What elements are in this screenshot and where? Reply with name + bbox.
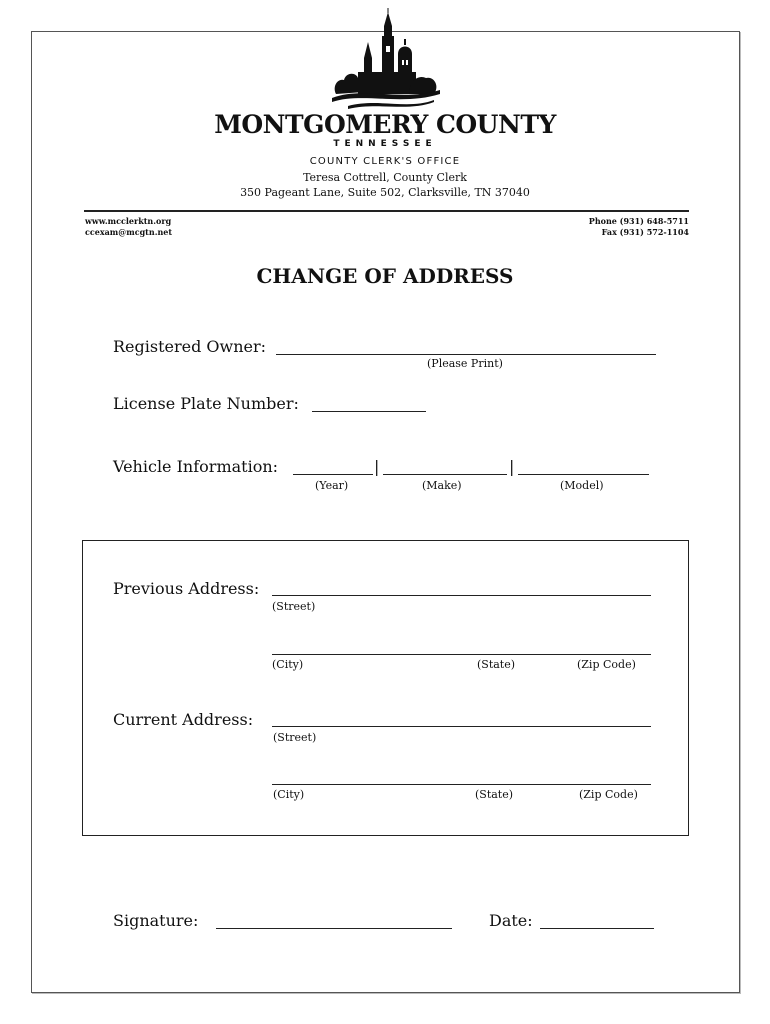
previous-street-field[interactable] (272, 595, 651, 596)
separator: | (509, 457, 515, 476)
fax-number: Fax (931) 572-1104 (601, 227, 689, 237)
year-hint: (Year) (315, 479, 349, 492)
zip-hint: (Zip Code) (579, 788, 638, 801)
signature-label: Signature: (113, 911, 199, 930)
license-plate-field[interactable] (312, 411, 426, 412)
county-name: MONTGOMERY COUNTY (214, 110, 556, 139)
vehicle-info-label: Vehicle Information: (113, 457, 279, 476)
city-hint: (City) (272, 658, 304, 671)
vehicle-model-field[interactable] (518, 474, 649, 475)
vehicle-make-field[interactable] (383, 474, 507, 475)
contact-left (85, 216, 172, 238)
city-hint: (City) (273, 788, 305, 801)
street-hint: (Street) (273, 731, 317, 744)
model-hint: (Model) (560, 479, 604, 492)
registered-owner-label: Registered Owner: (113, 337, 267, 356)
please-print-hint: (Please Print) (427, 357, 503, 370)
courthouse-logo-icon (322, 6, 446, 110)
date-field[interactable] (540, 928, 654, 929)
previous-address-label: Previous Address: (113, 579, 260, 598)
clerk-name: Teresa Cottrell, County Clerk (303, 171, 467, 184)
office-address: 350 Pageant Lane, Suite 502, Clarksville, TN 37040 (240, 186, 530, 199)
date-label: Date: (489, 911, 533, 930)
make-hint: (Make) (422, 479, 462, 492)
form-title: CHANGE OF ADDRESS (256, 264, 514, 288)
signature-field[interactable] (216, 928, 452, 929)
state-hint: (State) (477, 658, 516, 671)
current-street-field[interactable] (272, 726, 651, 727)
previous-city-state-zip-field[interactable] (272, 654, 651, 655)
street-hint: (Street) (272, 600, 316, 613)
state-name: TENNESSEE (333, 139, 437, 149)
license-plate-label: License Plate Number: (113, 394, 299, 413)
zip-hint: (Zip Code) (577, 658, 636, 671)
registered-owner-field[interactable] (276, 354, 656, 355)
phone-number: Phone (931) 648-5711 (588, 216, 689, 226)
vehicle-year-field[interactable] (293, 474, 373, 475)
state-hint: (State) (475, 788, 514, 801)
current-address-label: Current Address: (113, 710, 254, 729)
office-name: COUNTY CLERK'S OFFICE (309, 156, 461, 167)
website-link[interactable]: www.mcclerktn.org (85, 216, 172, 226)
email-link[interactable]: ccexam@mcgtn.net (85, 227, 173, 237)
contact-right (480, 216, 689, 238)
header-divider (84, 210, 689, 212)
separator: | (374, 457, 380, 476)
current-city-state-zip-field[interactable] (272, 784, 651, 785)
